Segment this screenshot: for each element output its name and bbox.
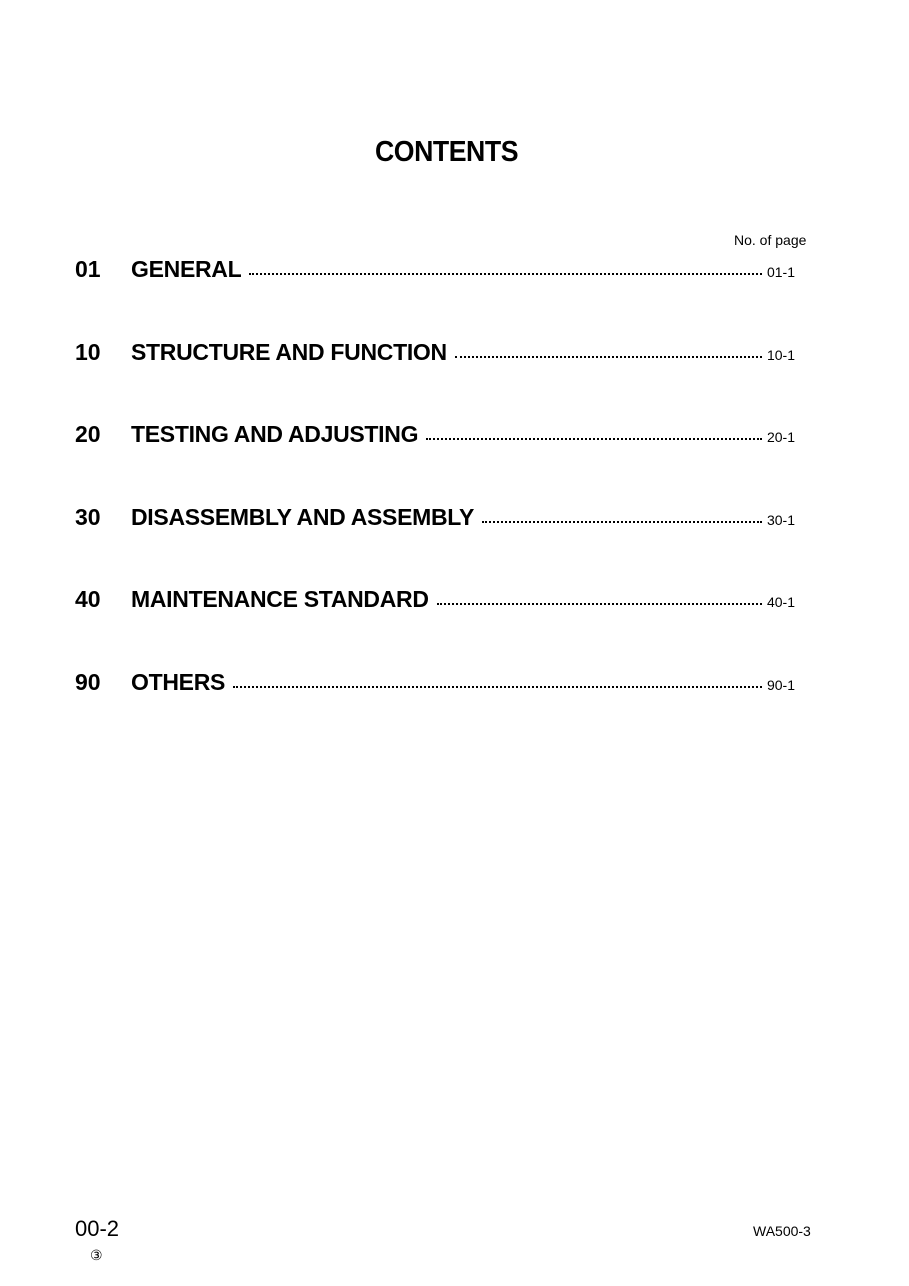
entry-label: GENERAL bbox=[131, 256, 242, 282]
dot-leader bbox=[455, 356, 762, 358]
entry-page: 20-1 bbox=[766, 429, 795, 445]
entry-number: 20 bbox=[75, 421, 101, 447]
page-title: CONTENTS bbox=[374, 136, 519, 168]
entry-number: 30 bbox=[75, 504, 101, 530]
entry-label: OTHERS bbox=[131, 669, 226, 695]
entry-number: 40 bbox=[75, 586, 101, 612]
dot-leader bbox=[233, 686, 762, 688]
footer-page-number: 00-2 bbox=[75, 1216, 120, 1241]
entry-number: 90 bbox=[75, 669, 101, 695]
dot-leader bbox=[249, 273, 762, 275]
entry-page: 01-1 bbox=[766, 264, 795, 280]
column-header-page: No. of page bbox=[734, 232, 807, 248]
entry-number: 10 bbox=[75, 339, 101, 365]
toc-entry-maintenance-standard[interactable] bbox=[75, 586, 795, 616]
footer-model: WA500-3 bbox=[753, 1223, 811, 1239]
entry-page: 10-1 bbox=[766, 347, 795, 363]
dot-leader bbox=[437, 603, 762, 605]
entry-label: STRUCTURE AND FUNCTION bbox=[131, 339, 447, 365]
toc-entry-others[interactable] bbox=[75, 669, 795, 699]
revision-mark: ③ bbox=[90, 1247, 103, 1263]
toc-entry-disassembly-and-assembly[interactable] bbox=[75, 504, 795, 534]
toc-entry-general[interactable] bbox=[75, 256, 795, 286]
entry-page: 40-1 bbox=[766, 594, 795, 610]
dot-leader bbox=[426, 438, 762, 440]
entry-page: 90-1 bbox=[766, 677, 795, 693]
toc-entry-testing-and-adjusting[interactable] bbox=[75, 421, 795, 451]
entry-label: DISASSEMBLY AND ASSEMBLY bbox=[131, 504, 474, 530]
entry-number: 01 bbox=[75, 256, 101, 282]
entry-label: TESTING AND ADJUSTING bbox=[131, 421, 419, 447]
dot-leader bbox=[482, 521, 762, 523]
toc-entry-structure-and-function[interactable] bbox=[75, 339, 795, 369]
entry-label: MAINTENANCE STANDARD bbox=[131, 586, 429, 612]
entry-page: 30-1 bbox=[766, 512, 795, 528]
